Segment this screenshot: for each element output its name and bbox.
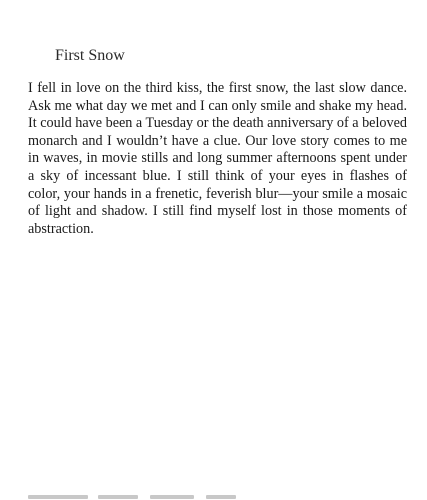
document-title: First Snow [55,47,125,64]
document-paragraph: I fell in love on the third kiss, the first snow, the last slow dance. Ask me what day we met and I can only smile and shake my head. It could have been a Tuesday or the death anniversary of a beloved monarch and I wouldn’t have a clue. Our love story comes to me in waves, in movie stills and long summer afternoons spent under a sky of incessant blue. I still think of your eyes in flashes of color, your hands in a frenetic, feverish blur—your smile a mosaic of light and shadow. I still find myself lost in those moments of abstraction. [28,80,407,237]
next-page-partial-line [0,494,427,500]
